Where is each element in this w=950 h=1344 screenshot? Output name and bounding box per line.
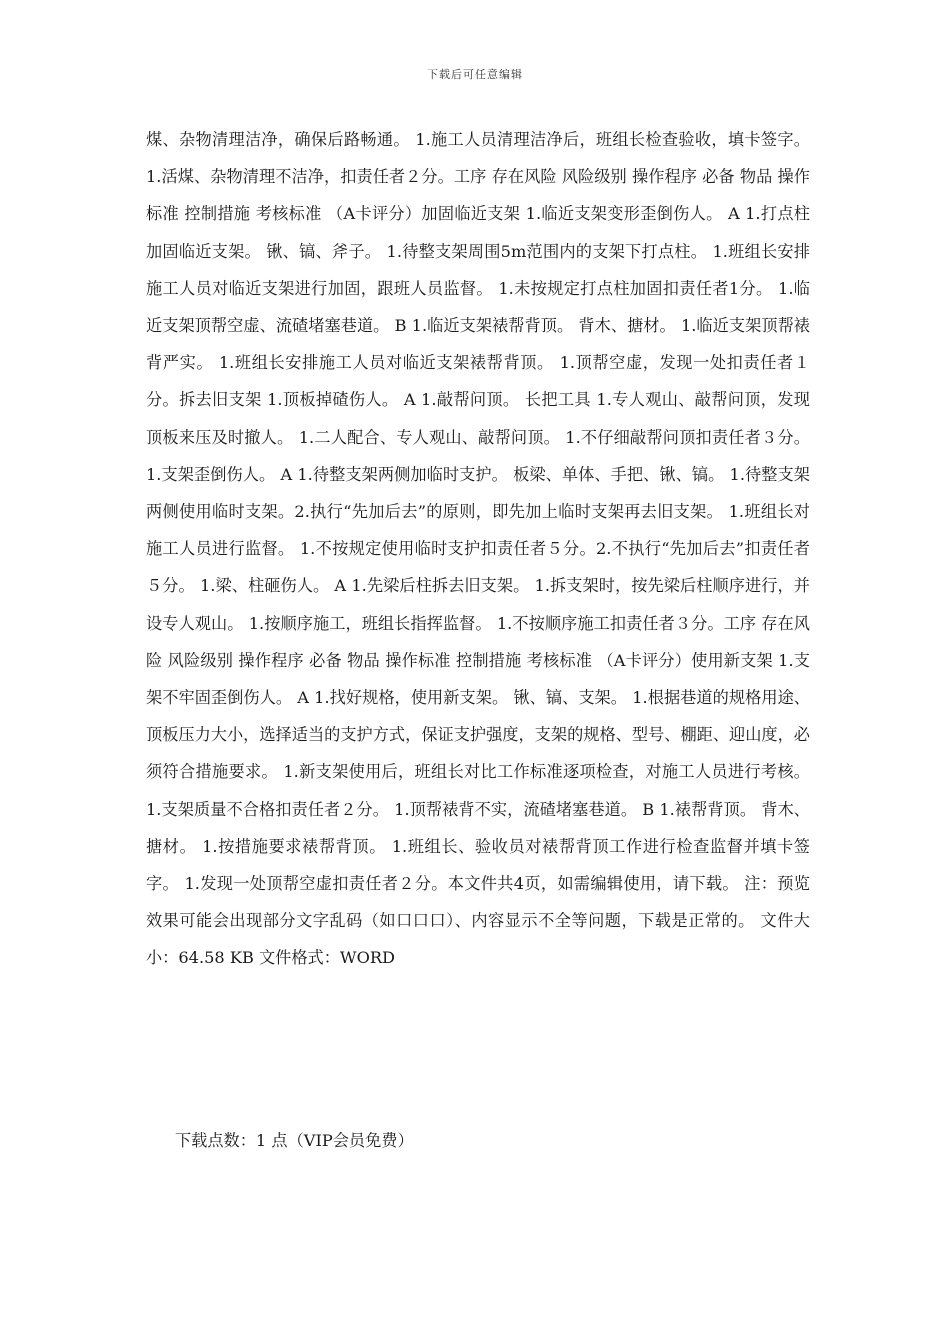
body-paragraph: 煤、杂物清理洁净，确保后路畅通。 1.施工人员清理洁净后，班组长检查验收，填卡签字。 1.活煤、杂物清理不洁净，扣责任者２分。工序 存在风险 风险级别 操作程序 必备 物品 操作标准 控制措施 考核标准 （A卡评分）加固临近支架 1.临近支架变形歪倒伤人。 A 1.打点柱加固临近支架。 锹、镐、斧子。 1.待整支架周围5m范围内的支架下打点柱。 1.班组长安排施工人员对临近支架进行加固，跟班人员监督。 1.未按规定打点柱加固扣责任者1分。 1.临近支架顶帮空虚、流碴堵塞巷道。 B 1.临近支架裱帮背顶。 背木、搪材。 1.临近支架顶帮裱背严实。 1.班组长安排施工人员对临近支架裱帮背顶。 1.顶帮空虚，发现一处扣责任者１分。拆去旧支架 1.顶板掉碴伤人。 A 1.敲帮问顶。 长把工具 1.专人观山、敲帮问顶，发现顶板来压及时撤人。 1.二人配合、专人观山、敲帮问顶。 1.不仔细敲帮问顶扣责任者３分。 1.支架歪倒伤人。 A 1.待整支架两侧加临时支护。 板梁、单体、手把、锹、镐。 1.待整支架两侧使用临时支架。2.执行“先加后去”的原则，即先加上临时支架再去旧支架。 1.班组长对施工人员进行监督。 1.不按规定使用临时支护扣责任者５分。2.不执行“先加后去”扣责任者５分。 1.梁、柱砸伤人。 A 1.先梁后柱拆去旧支架。 1.拆支架时，按先梁后柱顺序进行，并设专人观山。 1.按顺序施工，班组长指挥监督。 1.不按顺序施工扣责任者３分。工序 存在风险 风险级别 操作程序 必备 物品 操作标准 控制措施 考核标准 （A卡评分）使用新支架 1.支架不牢固歪倒伤人。 A 1.找好规格，使用新支架。 锹、镐、支架。 1.根据巷道的规格用途、顶板压力大小，选择适当的支护方式，保证支护强度，支架的规格、型号、棚距、迎山度，必须符合措施要求。 1.新支架使用后，班组长对比工作标准逐项检查，对施工人员进行考核。 1.支架质量不合格扣责任者２分。 1.顶帮裱背不实，流碴堵塞巷道。 B 1.裱帮背顶。 背木、搪材。 1.按措施要求裱帮背顶。 1.班组长、验收员对裱帮背顶工作进行检查监督并填卡签字。 1.发现一处顶帮空虚扣责任者２分。本文件共4页，如需编辑使用，请下载。 注：预览效果可能会出现部分文字乱码（如口口口）、内容显示不全等问题，下载是正常的。 文件大小：64.58 KB 文件格式：WORD [146, 130, 810, 968]
page-header: 下载后可任意编辑 [427, 68, 523, 81]
document-body [146, 121, 810, 977]
download-points-line: 下载点数：1 点（VIP会员免费） [175, 1131, 414, 1150]
